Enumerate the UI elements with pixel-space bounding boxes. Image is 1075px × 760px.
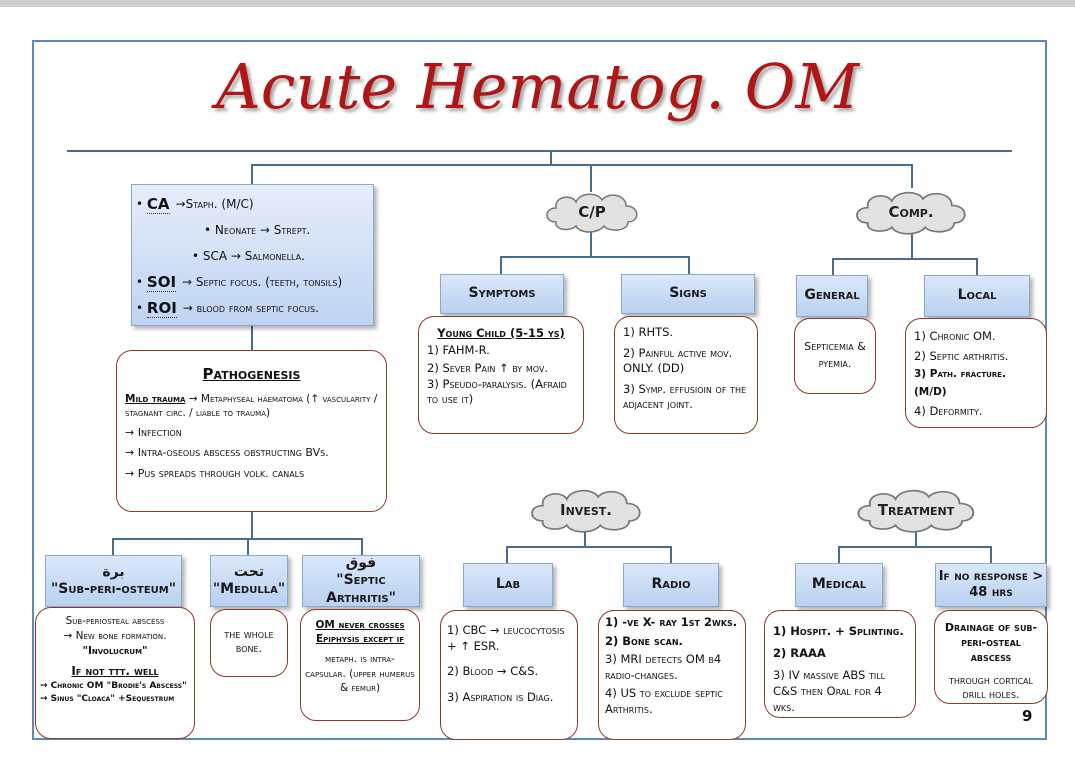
local-item: 1) Chronic OM. — [914, 329, 996, 343]
medical-item: 2) RAAA — [773, 646, 826, 661]
medical-box — [764, 610, 916, 718]
sca-line: SCA → Salmonella. — [202, 249, 305, 263]
path-line-1a: Mild trauma — [125, 392, 186, 405]
causes-box: • CA →Staph. (M/C) • Neonate → Strept. • SCA → Salmonella. • SOI → Septic focus. (teeth, tonsils) • ROI → blood from septic focus. — [131, 184, 374, 326]
local-item: 4) Deformity. — [914, 403, 983, 418]
connector — [251, 164, 253, 184]
pathogenesis-heading: Pathogenesis — [202, 365, 301, 383]
radio-box — [598, 610, 746, 740]
site-subperiosteum — [45, 555, 182, 607]
radio-item: 1) -ve X- ray 1st 2wks. — [605, 615, 738, 629]
lab-item: 1) CBC → leucocytosis + ↑ ESR. — [447, 623, 565, 653]
local-item: 2) Septic arthritis. — [914, 348, 1009, 363]
title-rule — [67, 150, 1012, 152]
connector — [838, 546, 840, 563]
connector — [990, 546, 992, 563]
site-label: "Sub-peri-osteum" — [50, 581, 177, 597]
radio-item: 4) US to exclude septic Arthritis. — [605, 686, 723, 716]
connector — [976, 258, 978, 275]
subperi-line-6: → Sinus "Cloaca" +Sequestrum — [40, 694, 175, 705]
roi-value: → blood from septic focus. — [182, 301, 319, 315]
invest-cloud — [526, 486, 646, 534]
symptom-item: 1) FAHM-R. — [427, 343, 490, 358]
connector — [112, 538, 362, 540]
connector — [506, 546, 508, 563]
roi-key: ROI — [146, 298, 177, 317]
subperi-line-2: → New bone formation. — [63, 630, 167, 643]
connector — [112, 538, 114, 555]
site-arabic: فوق — [345, 554, 377, 571]
site-medulla — [210, 555, 288, 607]
connector — [590, 164, 592, 192]
path-line-3: → Intra-oseous abscess obstructing BVs. — [125, 446, 329, 460]
connector — [832, 258, 834, 275]
treatment-cloud — [852, 486, 980, 534]
connector — [247, 538, 249, 555]
soi-key: SOI — [146, 272, 177, 291]
site-arabic: تحت — [233, 563, 265, 580]
lab-item: 3) Aspiration is Diag. — [447, 689, 554, 704]
general-box: Septicemia & pyemia. — [794, 318, 876, 394]
connector — [590, 232, 592, 256]
top-bar — [0, 0, 1075, 7]
radio-header: Radio — [623, 563, 719, 607]
invest-cloud-label: Invest. — [560, 501, 612, 519]
connector — [832, 258, 978, 260]
page-number: 9 — [1022, 707, 1033, 725]
medical-header: Medical — [795, 563, 883, 607]
lab-item: 2) Blood → C&S. — [447, 664, 539, 679]
subperi-line-3: "Involucrum" — [82, 645, 148, 658]
site-label: "Medulla" — [212, 581, 286, 597]
path-line-4: → Pus spreads through volk. canals — [125, 466, 305, 480]
no-response-line-1: Drainage of sub-peri-osteal abscess — [944, 621, 1038, 664]
cp-cloud-label: C/P — [578, 203, 606, 221]
sign-item: 3) Symp. effusioin of the adjacent joint. — [623, 381, 747, 412]
no-response-box — [934, 610, 1048, 704]
subperi-line-5: → Chronic OM "Brodie's Abscess" — [40, 681, 187, 692]
septic-arthritis-box — [300, 609, 420, 721]
connector — [688, 256, 690, 274]
treatment-cloud-label: Treatment — [877, 501, 955, 519]
radio-item: 2) Bone scan. — [605, 633, 683, 648]
connector — [251, 512, 253, 538]
subperi-line-4: If not ttt. well — [71, 663, 159, 678]
comp-cloud-label: Comp. — [888, 203, 934, 221]
sign-item: 1) RHTS. — [623, 325, 674, 339]
symptom-item: 3) Pseudo-paralysis. (Afraid to use it) — [427, 376, 567, 406]
comp-cloud — [851, 188, 971, 236]
site-arabic: برة — [102, 563, 125, 580]
symptoms-box — [418, 316, 584, 434]
neonate-line: Neonate → Strept. — [214, 223, 311, 237]
site-septic-arthritis — [302, 555, 420, 607]
connector — [500, 256, 502, 274]
signs-header: Signs — [621, 274, 755, 314]
septic-line-1: OM never crosses Epiphysis except if — [315, 619, 405, 646]
medical-item: 1) Hospit. + Splinting. — [773, 624, 904, 638]
connector — [911, 164, 913, 188]
connector — [550, 150, 552, 164]
subperiosteum-box — [35, 607, 195, 739]
general-header: General — [796, 275, 868, 317]
connector — [911, 234, 913, 258]
connector — [670, 546, 672, 563]
page-title: Acute Hematog. OM — [216, 50, 859, 123]
path-line-2: → Infection — [125, 425, 182, 439]
cp-cloud — [542, 190, 642, 234]
signs-box — [614, 316, 758, 434]
lab-header: Lab — [463, 563, 553, 607]
subperi-line-1: Sub-periosteal abscess — [65, 615, 165, 627]
connector — [506, 546, 672, 548]
septic-line-2: metaph. is intra-capsular. (upper humerus & femur) — [305, 653, 415, 694]
local-item: 3) Path. fracture. (M/D) — [914, 368, 1006, 398]
path-line-1b: → Metaphyseal haematoma (↑ vascularity / stagnant circ. / liable to trauma) — [125, 392, 378, 420]
medulla-box: the whole bone. — [210, 609, 288, 677]
symptom-item: 2) Sever Pain ↑ by mov. — [427, 360, 549, 375]
connector — [251, 326, 253, 350]
local-box — [905, 318, 1047, 428]
lab-box — [440, 610, 578, 740]
soi-value: → Septic focus. (teeth, tonsils) — [182, 275, 343, 289]
connector — [361, 538, 363, 555]
symptoms-header: Symptoms — [440, 274, 564, 314]
radio-item: 3) MRI detects OM b4 radio-changes. — [605, 652, 722, 682]
no-response-header: If no response > 48 hrs — [935, 563, 1047, 607]
ca-key: CA — [146, 194, 170, 213]
pathogenesis-box — [116, 350, 387, 512]
no-response-line-2: through cortical drill holes. — [949, 673, 1033, 702]
medical-item: 3) IV massive ABS till C&S then Oral for 4 wks. — [773, 668, 886, 715]
symptoms-subtitle: Young Child (5-15 ys) — [437, 326, 565, 340]
site-label: "Septic Arthritis" — [326, 572, 396, 606]
local-header: Local — [924, 275, 1030, 317]
sign-item: 2) Painful active mov. ONLY. (DD) — [623, 345, 733, 376]
connector — [251, 164, 913, 166]
connector — [500, 256, 690, 258]
ca-value: →Staph. (M/C) — [175, 197, 254, 211]
connector — [838, 546, 992, 548]
